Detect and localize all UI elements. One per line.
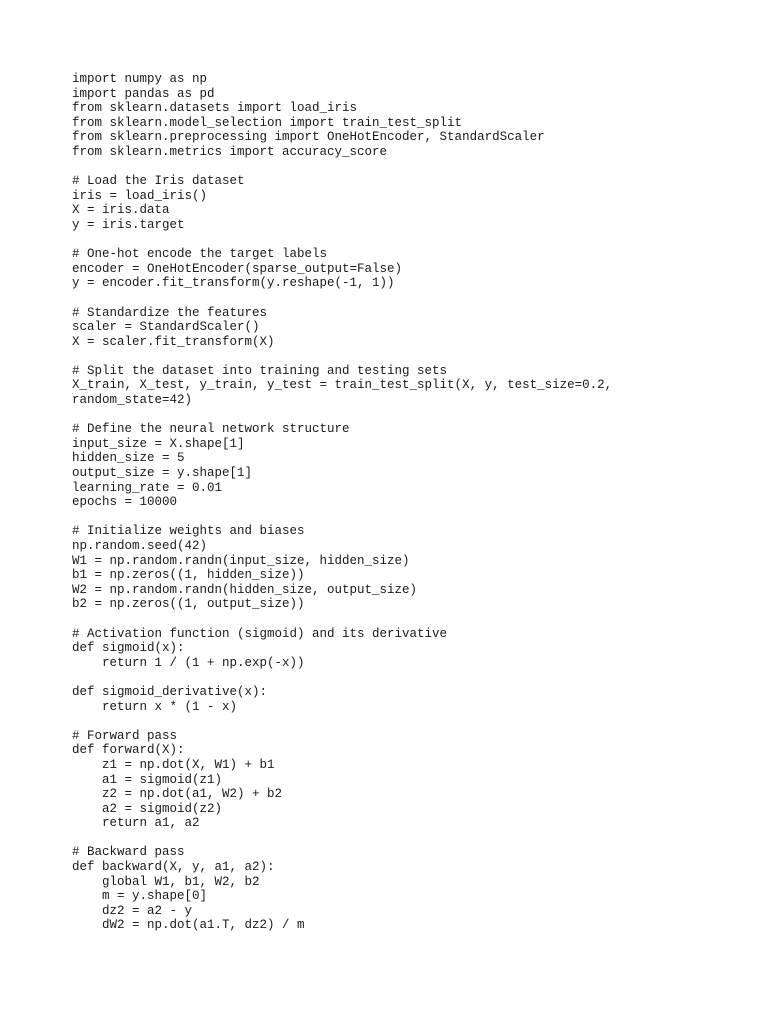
code-line: from sklearn.metrics import accuracy_score [72,144,388,159]
code-comment-line: # One-hot encode the target labels [72,247,328,262]
code-comment-line: # Backward pass [72,845,185,860]
code-line: dW2 = np.dot(a1.T, dz2) / m [72,918,305,933]
blank-line [72,510,752,525]
code-line: from sklearn.datasets import load_iris [72,101,358,116]
code-line: a2 = sigmoid(z2) [72,801,223,816]
code-line: from sklearn.preprocessing import OneHotEncoder, StandardScaler [72,130,545,145]
code-comment-line: # Initialize weights and biases [72,524,305,539]
blank-line [72,233,752,248]
blank-line [72,714,752,729]
code-line: W1 = np.random.randn(input_size, hidden_size) [72,553,410,568]
document-page [72,72,752,933]
code-line: epochs = 10000 [72,495,178,510]
code-line: hidden_size = 5 [72,451,185,466]
code-comment-line: # Forward pass [72,728,178,743]
code-line: import numpy as np [72,72,208,86]
code-comment-line: # Standardize the features [72,305,268,320]
code-line: a1 = sigmoid(z1) [72,772,223,787]
blank-line [72,408,752,423]
code-line: learning_rate = 0.01 [72,480,223,495]
code-line: iris = load_iris() [72,188,208,203]
code-line: z1 = np.dot(X, W1) + b1 [72,757,275,772]
code-line: global W1, b1, W2, b2 [72,874,260,889]
blank-line [72,831,752,846]
code-line: return a1, a2 [72,816,200,831]
code-line: y = iris.target [72,217,185,232]
code-comment-line: # Split the dataset into training and testing sets [72,363,448,378]
code-line: b2 = np.zeros((1, output_size)) [72,597,305,612]
code-line: z2 = np.dot(a1, W2) + b2 [72,787,283,802]
blank-line [72,160,752,175]
code-line: return x * (1 - x) [72,699,238,714]
code-line: np.random.seed(42) [72,539,208,553]
code-line: X = scaler.fit_transform(X) [72,334,275,349]
code-line: W2 = np.random.randn(hidden_size, output_size) [72,582,418,597]
code-line: def backward(X, y, a1, a2): [72,860,275,875]
code-line: def forward(X): [72,743,185,758]
blank-line [72,291,752,306]
blank-line [72,349,752,364]
code-line: X_train, X_test, y_train, y_test = train_test_split(X, y, test_size=0.2, [72,378,613,393]
code-line: from sklearn.model_selection import train_test_split [72,115,463,130]
code-line: scaler = StandardScaler() [72,320,260,335]
code-comment-line: # Activation function (sigmoid) and its derivative [72,626,448,641]
blank-line [72,670,752,685]
code-line: random_state=42) [72,393,193,408]
code-line: def sigmoid(x): [72,641,185,656]
code-line: import pandas as pd [72,86,215,101]
code-comment-line: # Define the neural network structure [72,422,350,437]
code-line: encoder = OneHotEncoder(sparse_output=False) [72,261,403,276]
blank-line [72,612,752,627]
code-line: def sigmoid_derivative(x): [72,684,268,699]
code-block [72,72,752,933]
code-line: dz2 = a2 - y [72,903,193,918]
code-comment-line: # Load the Iris dataset [72,174,245,189]
code-line: input_size = X.shape[1] [72,436,245,451]
code-line: return 1 / (1 + np.exp(-x)) [72,655,305,670]
code-line: y = encoder.fit_transform(y.reshape(-1, 1)) [72,276,395,291]
code-line: b1 = np.zeros((1, hidden_size)) [72,568,305,583]
code-line: X = iris.data [72,203,170,218]
code-line: m = y.shape[0] [72,889,208,904]
code-line: output_size = y.shape[1] [72,466,253,481]
